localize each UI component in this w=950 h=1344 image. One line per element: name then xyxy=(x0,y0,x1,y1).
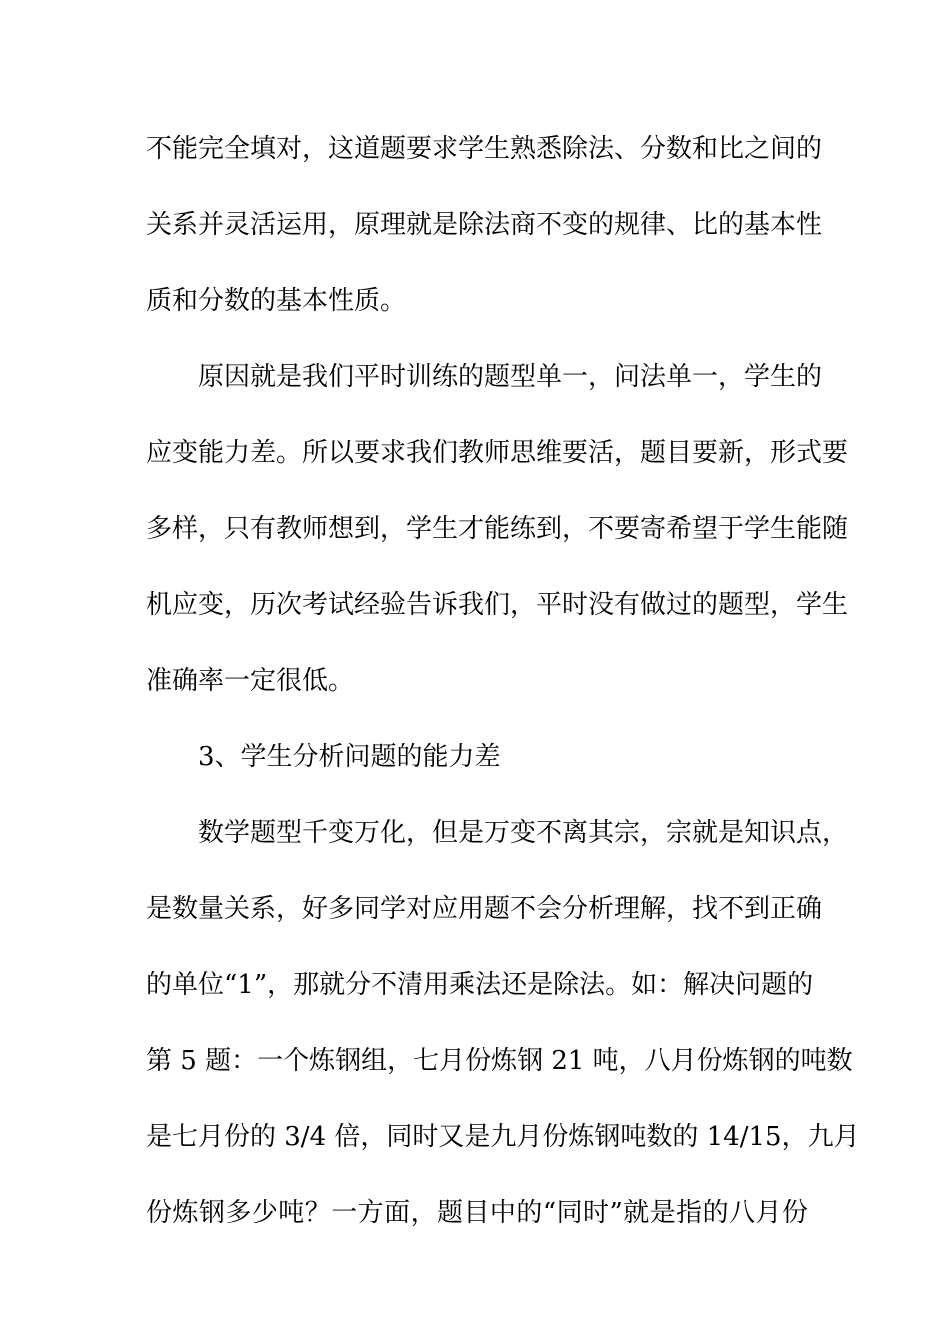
text-line: 不能完全填对，这道题要求学生熟悉除法、分数和比之间的 xyxy=(146,134,823,164)
text-line: 是七月份的 3/4 倍，同时又是九月份炼钢吨数的 14/15，九月 xyxy=(146,1122,860,1152)
text-line: 关系并灵活运用，原理就是除法商不变的规律、比的基本性 xyxy=(146,210,823,240)
text-line: 准确率一定很低。 xyxy=(146,666,355,696)
text-line: 是数量关系，好多同学对应用题不会分析理解，找不到正确 xyxy=(146,894,823,924)
text-line: 多样，只有教师想到，学生才能练到，不要寄希望于学生能随 xyxy=(146,514,849,544)
text-line: 数学题型千变万化，但是万变不离其宗，宗就是知识点， xyxy=(198,818,849,848)
text-line: 原因就是我们平时训练的题型单一，问法单一，学生的 xyxy=(198,362,823,392)
text-line: 质和分数的基本性质。 xyxy=(146,286,407,316)
text-line: 份炼钢多少吨？一方面，题目中的“同时”就是指的八月份 xyxy=(146,1198,808,1228)
text-line: 应变能力差。所以要求我们教师思维要活，题目要新，形式要 xyxy=(146,438,849,468)
text-line: 的单位“1”，那就分不清用乘法还是除法。如：解决问题的 xyxy=(146,970,814,1000)
section-heading: 3、学生分析问题的能力差 xyxy=(198,742,501,772)
document-body xyxy=(146,124,860,1238)
text-line: 机应变，历次考试经验告诉我们，平时没有做过的题型，学生 xyxy=(146,590,849,620)
text-line: 第 5 题：一个炼钢组，七月份炼钢 21 吨，八月份炼钢的吨数 xyxy=(146,1046,853,1076)
